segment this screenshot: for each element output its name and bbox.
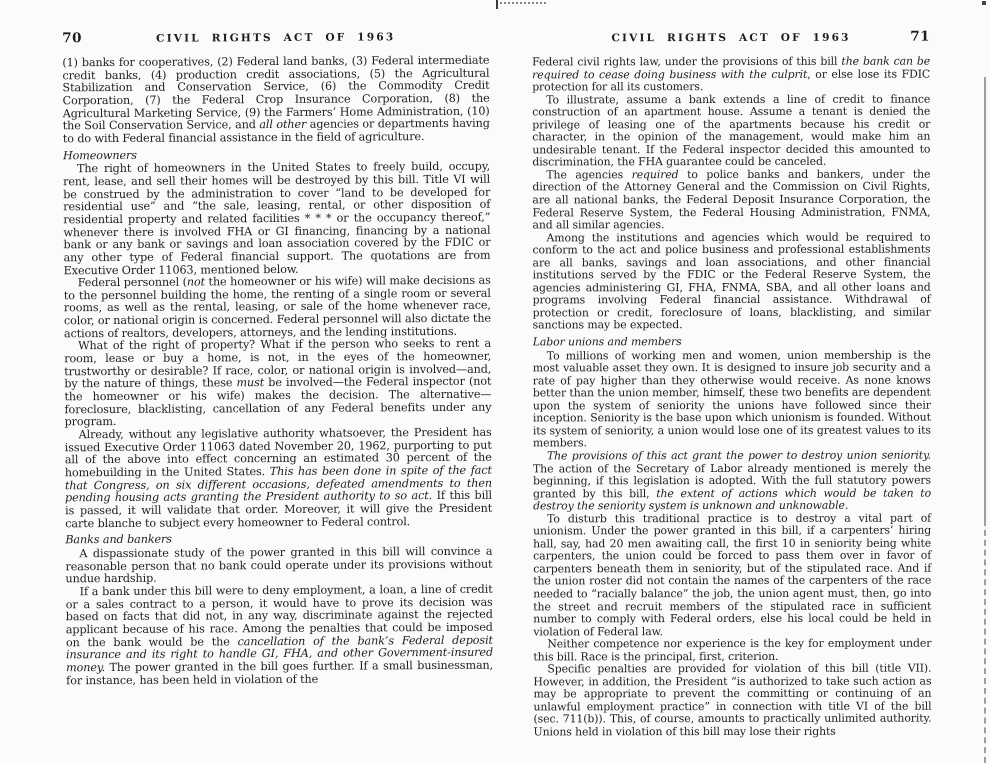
paragraph: Federal personnel (not the homeowner or his wife) will make decisions as to the personnel building the home, the renting of a single room or several rooms, as well as the rental, leasing, or sale of the home whenever race, color, or national origin is concerned. Federal personnel will also dictate the actions of realtors, developers, attorneys, and the lending institutions. (63, 273, 491, 341)
paragraph: Among the institutions and agencies which would be required to conform to the act and police business and professional establishments are all banks, savings and loan associations, and other financial institutions served by the FDIC or the Federal Reserve System, the agencies administering GI, FHA, FNMA, SBA, and all other loans and programs involving Federal financial assistance. Withdrawal of protection or credit, foreclosure of loans, blacklisting, and similar sanctions may be expected. (532, 230, 931, 332)
paragraph: If a bank under this bill were to deny employment, a loan, a line of credit or a sales contract to a person, it would have to prove its decision was based on facts that did not, in any way, discriminate against the rejected applicant because of his race. Among the penalties that could be imposed on the bank would be the cancellation of the bank’s Federal deposit insurance and its right to handle GI, FHA, and other Government-insured money. The power granted in the bill goes further. If a small businessman, for instance, has been held in violation of the (65, 582, 494, 687)
running-title: CIVIL RIGHTS ACT OF 1963 (156, 31, 396, 45)
page-edge-line-lower (984, 520, 986, 763)
scan-artifact-tick (496, 0, 498, 9)
scan-speck (982, 1, 986, 5)
paragraph: To disturb this traditional practice is to destroy a vital part of unionism. Under the power granted in this bill, if a carpenters’ hiring hall, say, had 20 men awaiting call, the first 10 in seniority being white carpenters, the union could be forced to pass them over in favor of carpenters beneath them in seniority, but of the stipulated race. And if the union roster did not contain the names of the carpenters of the race needed to “racially balance” the job, the union agent must, then, go into the street and recruit members of the stipulated race in sufficient number to comply with Federal orders, else his local could be held in violation of Federal law. (533, 511, 932, 639)
running-title: CIVIL RIGHTS ACT OF 1963 (611, 31, 851, 45)
paragraph: The right of homeowners in the United States to freely build, occupy, rent, lease, and sell their homes will be destroyed by this bill. Title VI will be construed by the administration to cover “land to be developed for residential use” and “the sale, leasing, rental, or other disposition of residential property and related facilities * * * or the occupancy thereof,” whenever there is involved FHA or GI financing, financing by a national bank or any bank or savings and loan association covered by the FDIC or any other type of Federal financial support. The quotations are from Executive Order 11063, mentioned below. (63, 159, 491, 277)
paragraph: A dispassionate study of the power granted in this bill will convince a reasonable person that no bank could operate under its provisions without undue hardship. (65, 544, 493, 586)
paragraph: What of the right of property? What if the person who seeks to rent a room, lease or buy a home, is not, in the eyes of the homeowner, trustworthy or desirable? If race, color, or national origin is involved—and, by the nature of things, these must be involved—the Federal inspector (not the homeowner or his wife) makes the decision. The alternative—foreclosure, blacklisting, cancellation of any Federal benefits under any program. (64, 337, 492, 429)
page-70-body (62, 55, 493, 688)
page-edge-line (984, 77, 986, 520)
paragraph: The agencies required to police banks and bankers, under the direction of the Attorney General and the Commission on Civil Rights, are all national banks, the Federal Deposit Insurance Corporation, the Federal Reserve System, the Federal Housing Administration, FNMA, and all similar agencies. (532, 167, 931, 232)
page-70 (62, 0, 493, 687)
paragraph: The provisions of this act grant the power to destroy union seniority. The action of the Secretary of Labor already mentioned is merely the beginning, if this legislation is adopted. With the full statutory powers granted by this bill, the extent of actions which would be taken to destroy the seniority system is unknown and unknowable. (532, 448, 932, 513)
page-71 (532, 0, 932, 739)
paragraph: Federal civil rights law, under the provisions of this bill the bank can be required to cease doing business with the culprit, or else lose its FDIC protection for all its customers. (532, 54, 931, 94)
paragraph: (1) banks for cooperatives, (2) Federal land banks, (3) Federal intermediate credit banks, (4) production credit associations, (5) the Agricultural Stabilization and Conservation Service, (6) the Commodity Credit Corporation, (7) the Federal Crop Insurance Corporation, (8) the Agricultural Marketing Service, (9) the Farmers’ Home Administration, (10) the Soil Conservation Service, and all other agencies or departments having to do with Federal financial assistance in the field of agriculture. (62, 53, 490, 146)
page-70-header (62, 0, 489, 46)
page-71-body (532, 56, 931, 739)
paragraph: Neither competence nor experience is the key for employment under this bill. Race is the principal, first, criterion. (533, 636, 932, 664)
paragraph: To illustrate, assume a bank extends a line of credit to finance construction of an apartment house. Assume a tenant is denied the privilege of leasing one of the apartments because his credit or character, in the opinion of the management, would make him an undesirable tenant. If the Federal inspector decided this amounted to discrimination, the FHA guarantee could be canceled. (532, 92, 931, 169)
section-heading: Labor unions and members (532, 335, 682, 349)
page-71-header (532, 0, 930, 45)
page-number: 71 (910, 28, 931, 45)
section-heading: Banks and bankers (65, 532, 172, 547)
paragraph: Already, without any legislative authority whatsoever, the President has issued Executive Order 11063 dated November 20, 1962, purporting to put all of the above into effect concerning an estimated 30 percent of the homebuilding in the United States. This has been done in spite of the fact that Congress, on six different occasions, defeated amendments to then pending housing acts granting the President authority to so act. If this bill is passed, it will validate that order. Moreover, it will give the President carte blanche to subject every homeowner to Federal control. (64, 425, 493, 530)
section-heading: Homeowners (62, 148, 137, 162)
page-number: 70 (62, 30, 83, 47)
paragraph: Specific penalties are provided for violation of this bill (title VII). However, in addition, the President “is authorized to take such action as may be appropriate to prevent the committing or continuing of an unlawful employment practice” in connection with title VI of the bill (sec. 711(b)). This, of course, amounts to practically unlimited authority. Unions held in violation of this bill may lose their rights (533, 661, 932, 739)
paragraph: To millions of working men and women, union membership is the most valuable asset they own. It is designed to insure job security and a rate of pay higher than they otherwise would receive. As none knows better than the union member, himself, these two benefits are dependent upon the system of seniority the unions have followed since their inception. Seniority is the base upon which unionism is founded. Without its system of seniority, a union would lose one of its greatest values to its members. (532, 348, 931, 450)
